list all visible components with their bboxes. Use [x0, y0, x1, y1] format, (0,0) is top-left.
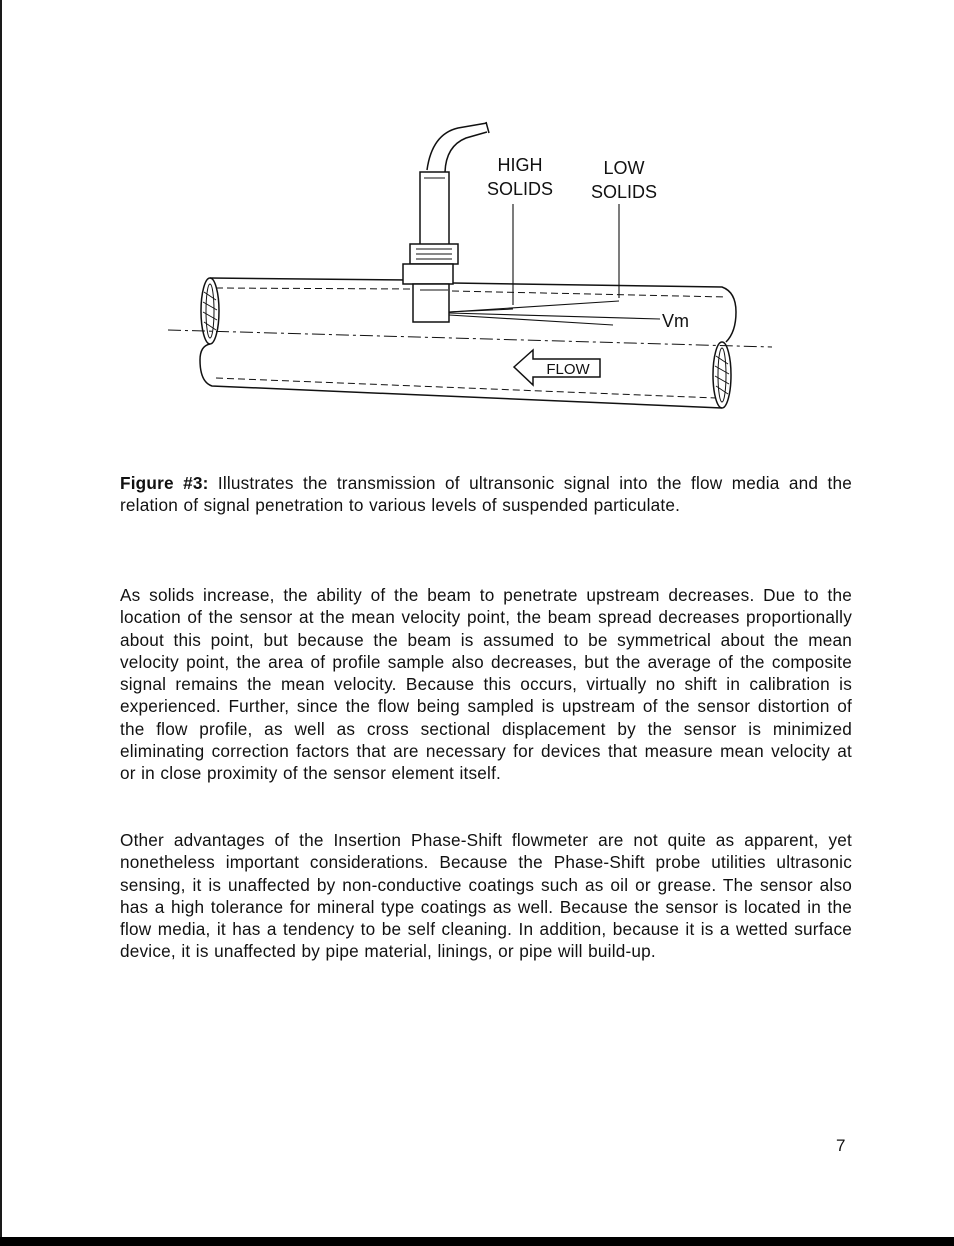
body-paragraph-2: Other advantages of the Insertion Phase-Shift flowmeter are not quite as apparent, yet nonetheless important considerations. Because the Phase-Shift probe utilities ultrasonic sensing, it is unaffected by non-conductive coatings such as oil or grease. The sensor also has a high tolerance for mineral type coatings as well. Because the sensor is located in the flow media, it has a tendency to be self cleaning. In addition, because it is a wetted surface device, it is unaffected by pipe material, linings, or pipe will build-up. [120, 830, 852, 962]
high-solids-label-line2: SOLIDS [486, 179, 554, 199]
flow-label: FLOW [546, 361, 590, 378]
caption-label: Figure #3: [120, 473, 209, 493]
flow-arrow [514, 350, 600, 385]
figure-caption [120, 472, 852, 517]
body-paragraph-1: As solids increase, the ability of the beam to penetrate upstream decreases. Due to the location of the sensor at the mean velocity point, the beam spread decreases proportionally about this point, but because the beam is assumed to be symmetrical about the mean velocity point, the area of profile sample also decreases, but the average of the composite signal remains the mean velocity. Because this occurs, virtually no shift in calibration is experienced. Further, since the flow being sampled is upstream of the sensor distortion of the flow profile, as well as cross sectional displacement by the sensor is minimized eliminating correction factors that are necessary for devices that measure mean velocity at or in close proximity of the sensor element itself. [120, 585, 852, 784]
signal-beam [449, 204, 660, 325]
flowmeter-figure [0, 0, 954, 440]
low-solids-label-line2: SOLIDS [590, 182, 658, 202]
low-solids-label-line1: LOW [603, 158, 645, 178]
page-bottom-edge [0, 1237, 954, 1246]
high-solids-label-line1: HIGH [497, 155, 543, 175]
pipe-drawing [168, 278, 772, 408]
vm-label: Vm [662, 311, 689, 331]
caption-text: Illustrates the transmission of ultransonic signal into the flow media and the relation of signal penetration to various levels of suspended particulate. [120, 473, 852, 516]
page-number: 7 [836, 1136, 846, 1155]
